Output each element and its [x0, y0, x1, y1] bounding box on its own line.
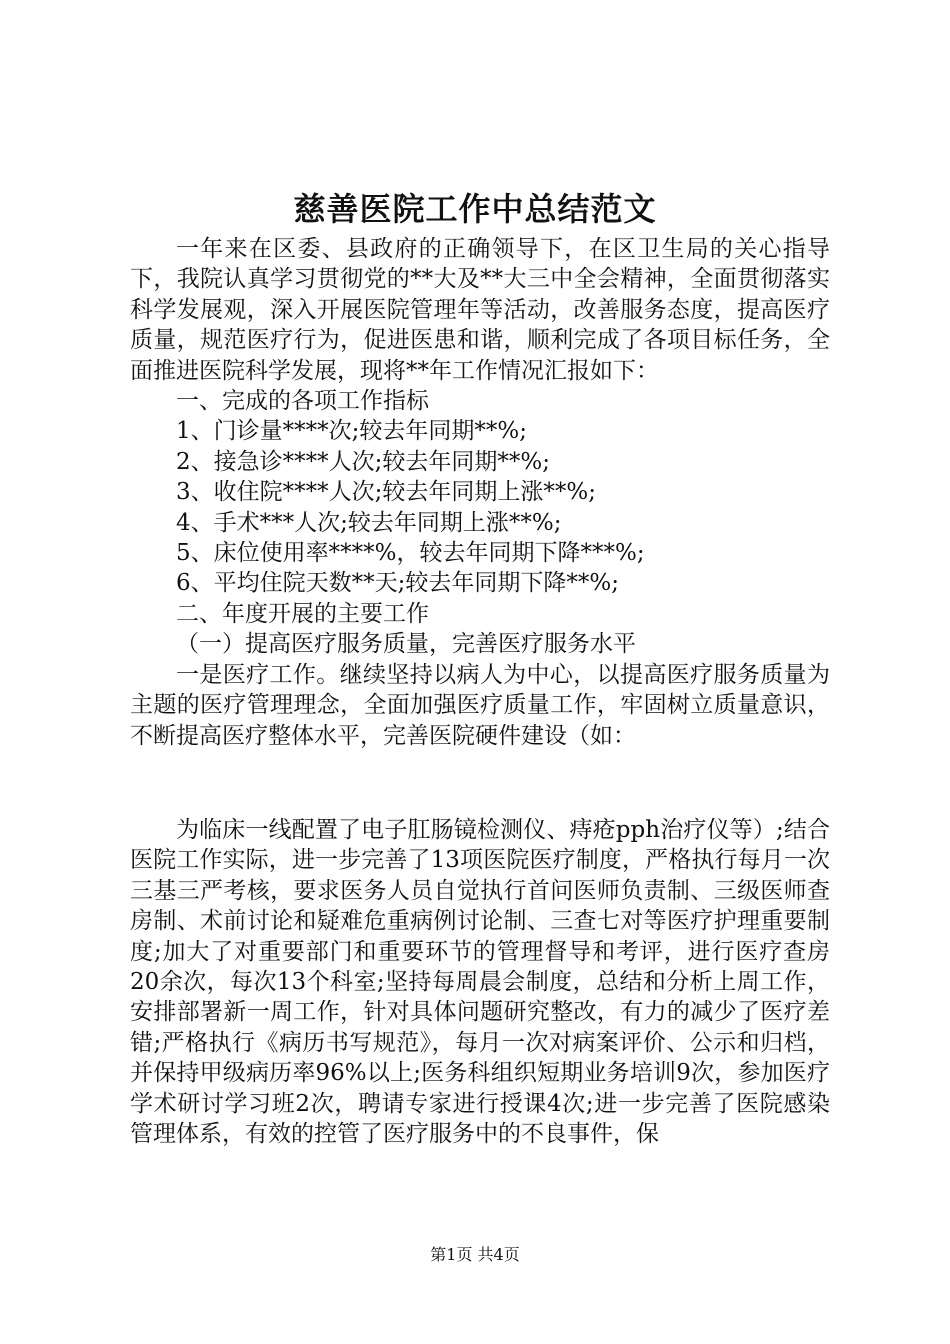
section-heading-indicators: 一、完成的各项工作指标 [176, 388, 429, 415]
document-body-top [130, 234, 830, 751]
document-title: 慈善医院工作中总结范文 [293, 190, 657, 228]
indicator-item: 6、平均住院天数**天;较去年同期下降**%; [176, 570, 619, 597]
medical-work-continued-paragraph: 为临床一线配置了电子肛肠镜检测仪、痔疮pph治疗仪等）;结合医院工作实际，进一步完善了13项医院医疗制度，严格执行每月一次三基三严考核，要求医务人员自觉执行首问医师负责制、三级医师查房制、术前讨论和疑难危重病例讨论制、三查七对等医疗护理重要制度;加大了对重要部门和重要环节的管理督导和考评，进行医疗查房20余次，每次13个科室;坚持每周晨会制度，总结和分析上周工作，安排部署新一周工作，针对具体问题研究整改，有力的减少了医疗差错;严格执行《病历书写规范》，每月一次对病案评价、公示和归档，并保持甲级病历率96%以上;医务科组织短期业务培训9次，参加医疗学术研讨学习班2次，聘请专家进行授课4次;进一步完善了医院感染管理体系，有效的控管了医疗服务中的不良事件，保 [130, 817, 830, 1148]
indicator-item: 2、接急诊****人次;较去年同期**%; [176, 448, 550, 475]
document-body-continued [130, 815, 830, 1149]
medical-work-paragraph: 一是医疗工作。继续坚持以病人为中心，以提高医疗服务质量为主题的医疗管理理念，全面加强医疗质量工作，牢固树立质量意识，不断提高医疗整体水平，完善医院硬件建设（如： [130, 661, 830, 749]
indicator-item: 3、收住院****人次;较去年同期上涨**%; [176, 479, 596, 506]
indicator-item: 1、门诊量****次;较去年同期**%; [176, 418, 527, 445]
section-heading-main-work: 二、年度开展的主要工作 [176, 600, 429, 627]
page-number-footer: 第1页 共4页 [430, 1245, 520, 1264]
subsection-heading: （一）提高医疗服务质量，完善医疗服务水平 [176, 631, 636, 658]
indicator-item: 4、手术***人次;较去年同期上涨**%; [176, 509, 562, 536]
intro-paragraph: 一年来在区委、县政府的正确领导下，在区卫生局的关心指导下，我院认真学习贯彻党的**大及**大三中全会精神，全面贯彻落实科学发展观，深入开展医院管理年等活动，改善服务态度，提高医疗质量，规范医疗行为，促进医患和谐，顺利完成了各项目标任务，全面推进医院科学发展，现将**年工作情况汇报如下： [130, 236, 830, 384]
indicator-item: 5、床位使用率****%，较去年同期下降***%; [176, 540, 645, 567]
